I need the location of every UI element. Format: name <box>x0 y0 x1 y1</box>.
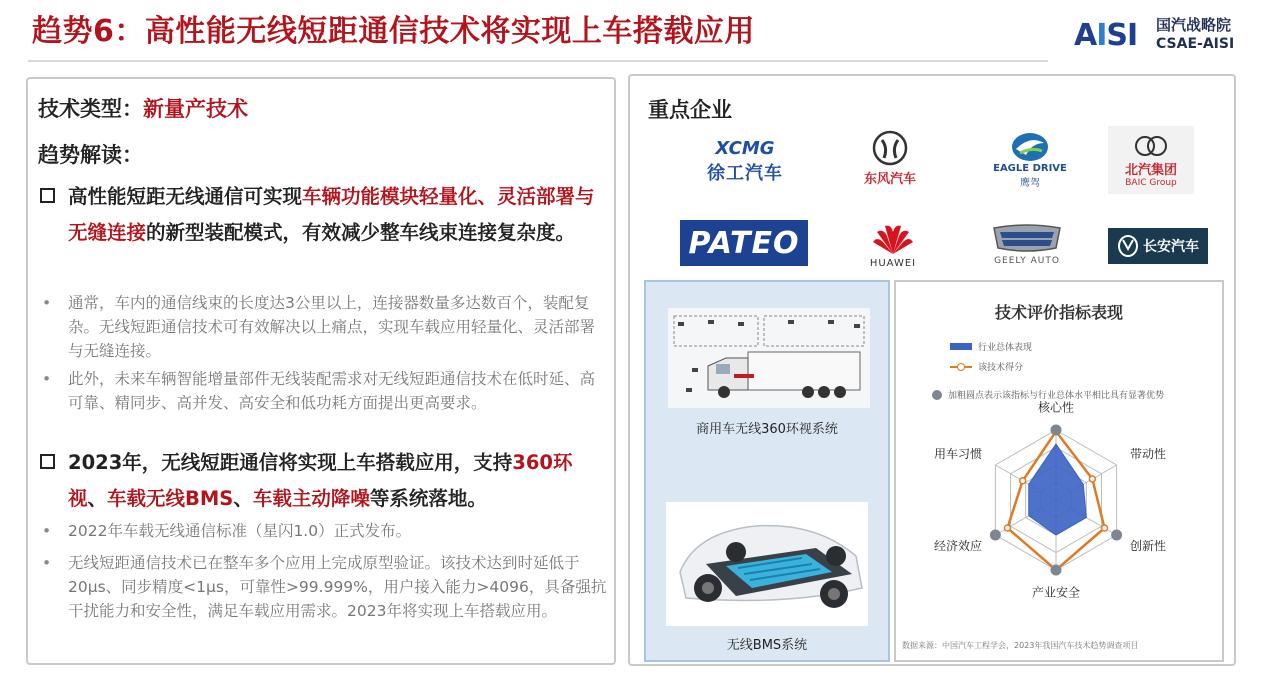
radar-axis-label: 经济效应 <box>933 539 982 554</box>
point1-highlight: 车辆功能模块轻量化、灵活部署与无缝连接 <box>68 185 595 244</box>
huawei-flower-icon <box>871 222 915 256</box>
eagle-en: EAGLE DRIVE <box>993 163 1067 174</box>
caption-wireless-bms: 无线BMS系统 <box>726 638 808 653</box>
geely-logo <box>984 220 1070 270</box>
eagle-emblem-icon <box>1010 131 1050 163</box>
caption-360-view: 商用车无线360环视系统 <box>696 422 838 437</box>
radar-highlight-dot <box>1051 425 1062 436</box>
pateo-logo <box>680 220 808 266</box>
radar-chart <box>896 282 1226 664</box>
application-examples <box>644 280 890 662</box>
radar-axis-label: 用车习惯 <box>933 446 982 461</box>
trend-interpretation-panel <box>26 77 616 665</box>
point2-highlight-anc: 车载主动降噪 <box>252 487 370 510</box>
truck-360-image <box>668 308 870 408</box>
geely-emblem-icon <box>990 224 1064 254</box>
xcmg-cn: 徐工汽车 <box>707 162 783 184</box>
point2-pre: 2023年，无线短距通信将实现上车搭载应用，支持 <box>68 451 513 474</box>
tech-type-value: 新量产技术 <box>143 97 248 121</box>
point1-post: 的新型装配模式，有效减少整车线束连接复杂度。 <box>146 221 576 244</box>
changan-text: 长安汽车 <box>1143 239 1199 255</box>
sub3-text: 2022年车载无线通信标准（星闪1.0）正式发布。 <box>68 522 412 540</box>
baic-cn: 北汽集团 <box>1124 162 1177 178</box>
sub-point-2 <box>38 367 610 415</box>
truck-illustration <box>668 308 870 408</box>
changan-emblem-icon <box>1117 235 1139 257</box>
radar-highlight-dot <box>1051 565 1062 576</box>
logo-en-text: CSAE-AISI <box>1156 36 1235 52</box>
checkbox-icon <box>40 188 55 203</box>
baic-logo <box>1108 126 1194 194</box>
bullet-icon: • <box>42 554 52 572</box>
sub-point-1 <box>38 291 610 363</box>
page-title: 趋势6：高性能无线短距通信技术将实现上车搭载应用 <box>32 14 755 49</box>
radar-point-tech-score <box>1089 476 1095 482</box>
sub-point-3 <box>38 519 610 543</box>
point2-highlight-bms: 车载无线BMS <box>107 487 234 510</box>
point1-pre: 高性能短距无线通信可实现 <box>68 185 303 208</box>
pateo-text: PATEO <box>688 225 800 261</box>
radar-axis-label: 带动性 <box>1130 446 1167 461</box>
ev-chassis-illustration <box>666 502 868 626</box>
huawei-logo <box>858 214 928 276</box>
tech-type <box>38 93 248 123</box>
radar-point-tech-score <box>1020 478 1026 484</box>
radar-highlight-dot <box>1111 530 1122 541</box>
sub4-text: 无线短距通信技术已在整车多个应用上完成原型验证。该技术达到时延低于20μs、同步精度<1μs，可靠性>99.999%，用户接入能力>4096，具备强抗干扰能力和安全性，满足车载应用需求。2023年将实现上车搭载应用。 <box>68 554 607 620</box>
legend-note-label: 加粗圆点表示该指标与行业总体水平相比具有显著优势 <box>948 391 1165 401</box>
radar-point-tech-score <box>1101 525 1107 531</box>
geely-text: GEELY AUTO <box>994 256 1060 266</box>
point2-sep: 、 <box>87 487 108 510</box>
tech-type-label: 技术类型： <box>38 97 143 121</box>
xcmg-logo <box>690 134 800 188</box>
radar-point-tech-score <box>1005 525 1011 531</box>
radar-highlight-dot <box>990 530 1001 541</box>
point2-highlight-360: 360环视 <box>68 451 573 510</box>
header-divider <box>28 60 1048 62</box>
legend-industry-label: 行业总体表现 <box>978 343 1033 353</box>
logo-cn-text: 国汽战略院 <box>1156 16 1232 34</box>
bullet-icon: • <box>42 294 52 312</box>
dongfeng-logo <box>848 126 932 190</box>
data-source: 数据来源：中国汽车工程学会，2023年我国汽车技术趋势调查项目 <box>902 641 1139 650</box>
sub1-text: 通常，车内的通信线束的长度达3公里以上，连接器数量多达数百个，装配复杂。无线短距通信技术可有效解决以上痛点，实现车载应用轻量化、灵活部署与无缝连接。 <box>68 294 596 360</box>
eagle-cn: 鹰驾 <box>1020 178 1040 189</box>
interpretation-label: 趋势解读： <box>38 143 143 167</box>
huawei-text: HUAWEI <box>869 257 917 269</box>
wireless-bms-image <box>666 502 868 626</box>
changan-logo <box>1108 228 1208 264</box>
eagle-drive-logo <box>980 128 1080 192</box>
dongfeng-text: 东风汽车 <box>863 171 916 187</box>
radar-axis-label: 创新性 <box>1130 539 1167 554</box>
baic-emblem-icon <box>1134 133 1168 159</box>
legend-tech-label: 该技术得分 <box>978 363 1024 373</box>
point2-post: 等系统落地。 <box>369 487 487 510</box>
radar-axis-label: 核心性 <box>1037 400 1075 415</box>
sub-point-4 <box>38 551 610 623</box>
aisi-logo-mark: AISI <box>1074 18 1138 53</box>
bullet-icon: • <box>42 522 52 540</box>
bullet-icon: • <box>42 370 52 388</box>
sub2-text: 此外，未来车辆智能增量部件无线装配需求对无线短距通信技术在低时延、高可靠、精同步、高并发、高安全和低功耗方面提出更高要求。 <box>68 370 596 412</box>
point2-sep: 、 <box>233 487 253 510</box>
chart-title: 技术评价指标表现 <box>994 303 1123 322</box>
xcmg-en: XCMG <box>715 137 775 159</box>
checkbox-icon <box>40 454 55 469</box>
main-point-1 <box>38 179 610 251</box>
dongfeng-emblem-icon <box>872 130 908 166</box>
radar-chart-panel <box>894 280 1224 662</box>
aisi-logo <box>1074 12 1254 60</box>
key-companies-heading: 重点企业 <box>648 98 732 122</box>
key-companies-panel <box>628 74 1236 666</box>
baic-en: BAIC Group <box>1125 177 1177 188</box>
radar-axis-label: 产业安全 <box>1031 585 1081 600</box>
main-point-2 <box>38 445 610 517</box>
